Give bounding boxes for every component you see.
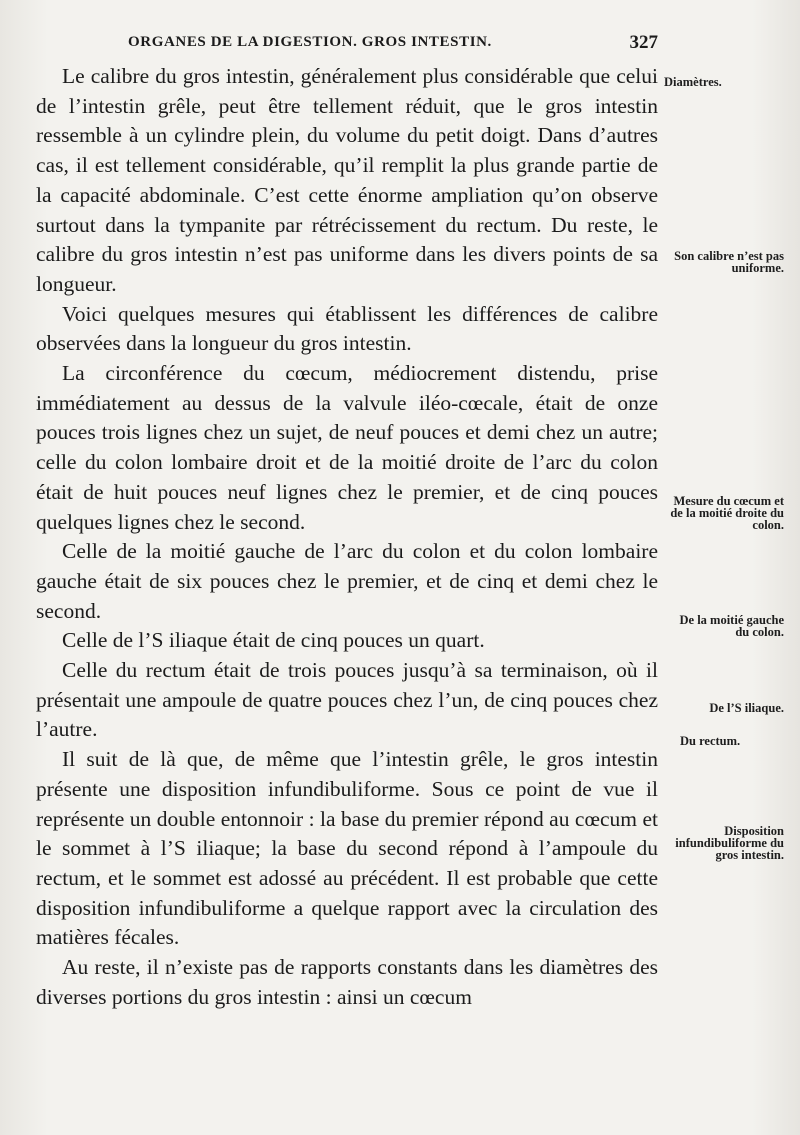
margin-note: Son calibre n’est pas uniforme. (674, 249, 784, 275)
paragraph: Celle de l’S iliaque était de cinq pouces un quart. (62, 628, 485, 653)
paragraph: Il suit de là que, de même que l’intestin grêle, le gros intestin présente une disposition infundibuliforme. Sous ce point de vue il représente un double entonnoir : la base du premier répond au cœcum et le sommet à l’S iliaque; la base du second répond à l’ampoule du rectum, et le sommet est adossé au précédent. Il est probable que cette disposition infundibuliforme a quelque rapport avec la circulation des matières fécales. (36, 747, 658, 950)
paragraph: Celle de la moitié gauche de l’arc du colon et du colon lombaire gauche était de six pouces chez le premier, et de cinq et demi chez le second. (36, 539, 658, 623)
margin-note: Diamètres. (664, 75, 722, 89)
main-text (36, 62, 658, 1013)
margin-note: De la moitié gauche du colon. (679, 613, 784, 639)
paragraph: Celle du rectum était de trois pouces jusqu’à sa terminaison, où il présentait une ampoule de quatre pouces chez l’un, de cinq pouces chez l’autre. (36, 658, 658, 742)
paragraph: Le calibre du gros intestin, généralement plus considérable que celui de l’intestin grêle, peut être tellement réduit, que le gros intestin ressemble à un cylindre plein, du volume du petit doigt. Dans d’autres cas, il est tellement considérable, qu’il remplit la plus grande partie de la capacité abdominale. C’est cette énorme ampliation qu’on observe surtout dans la tympanite par rétrécissement du rectum. Du reste, le calibre du gros intestin n’est pas uniforme dans les divers points de sa longueur. (36, 64, 658, 296)
margin-note: Mesure du cœcum et de la moitié droite du colon. (670, 494, 784, 532)
margin-note: Du rectum. (680, 734, 741, 748)
margin-note: De l’S iliaque. (709, 701, 784, 715)
paragraph: Voici quelques mesures qui établissent les différences de calibre observées dans la longueur du gros intestin. (36, 301, 658, 356)
running-title: ORGANES DE LA DIGESTION. GROS INTESTIN. (128, 34, 492, 50)
page-number: 327 (629, 32, 658, 53)
margin-note: Disposition infundibuliforme du gros intestin. (675, 824, 784, 862)
paragraph: La circonférence du cœcum, médiocrement distendu, prise immédiatement au dessus de la valvule iléo-cœcale, était de onze pouces trois lignes chez un sujet, de neuf pouces et demi chez un autre; celle du colon lombaire droit et de la moitié droite de l’arc du colon était de huit pouces neuf lignes chez le premier, et de cinq pouces quelques lignes chez le second. (36, 361, 658, 534)
paragraph: Au reste, il n’existe pas de rapports constants dans les diamètres des diverses portions du gros intestin : ainsi un cœcum (36, 955, 658, 1009)
